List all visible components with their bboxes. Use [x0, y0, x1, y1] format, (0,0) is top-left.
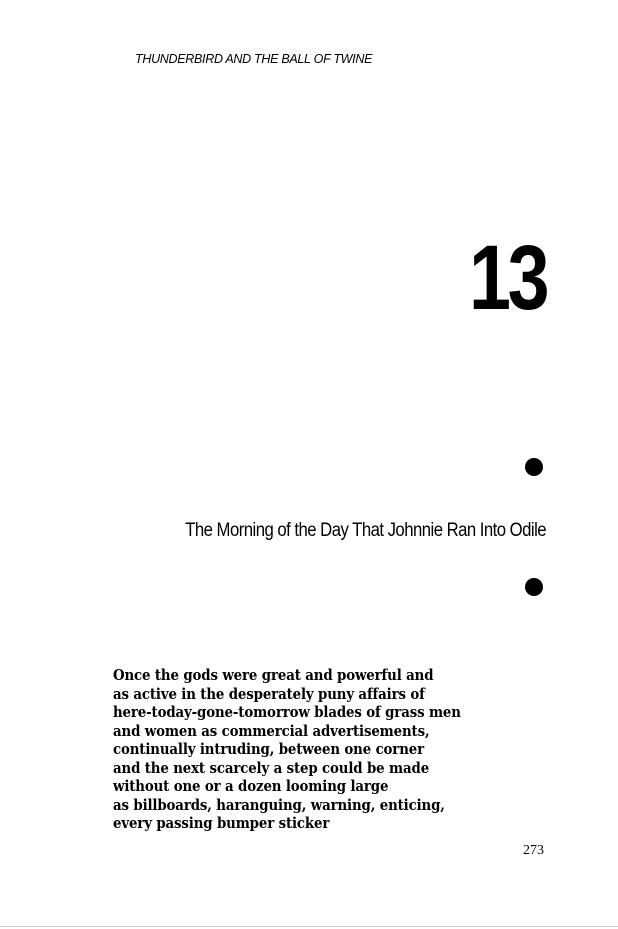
- ornament-dot-top: [525, 458, 543, 476]
- epigraph-line: and women as commercial advertisements,: [113, 722, 430, 740]
- ornament-dot-bottom: [525, 578, 543, 596]
- epigraph-line: Once the gods were great and powerful and: [113, 667, 434, 684]
- epigraph-line: every passing bumper sticker: [113, 815, 330, 832]
- epigraph-line: without one or a dozen looming large: [113, 778, 389, 795]
- running-head: THUNDERBIRD AND THE BALL OF TWINE: [135, 52, 373, 66]
- epigraph-line: here-today-gone-tomorrow blades of grass men: [113, 704, 461, 721]
- page-bottom-divider: [0, 926, 618, 927]
- epigraph-line: as billboards, haranguing, warning, enticing,: [113, 796, 445, 814]
- chapter-title: The Morning of the Day That Johnnie Ran Into Odile: [185, 520, 546, 541]
- page-number: 273: [523, 843, 544, 858]
- chapter-number: 13: [468, 227, 546, 329]
- epigraph-line: and the next scarcely a step could be made: [113, 759, 430, 777]
- epigraph: [113, 667, 461, 834]
- epigraph-line: as active in the desperately puny affairs of: [113, 685, 425, 703]
- epigraph-line: continually intruding, between one corner: [113, 741, 425, 758]
